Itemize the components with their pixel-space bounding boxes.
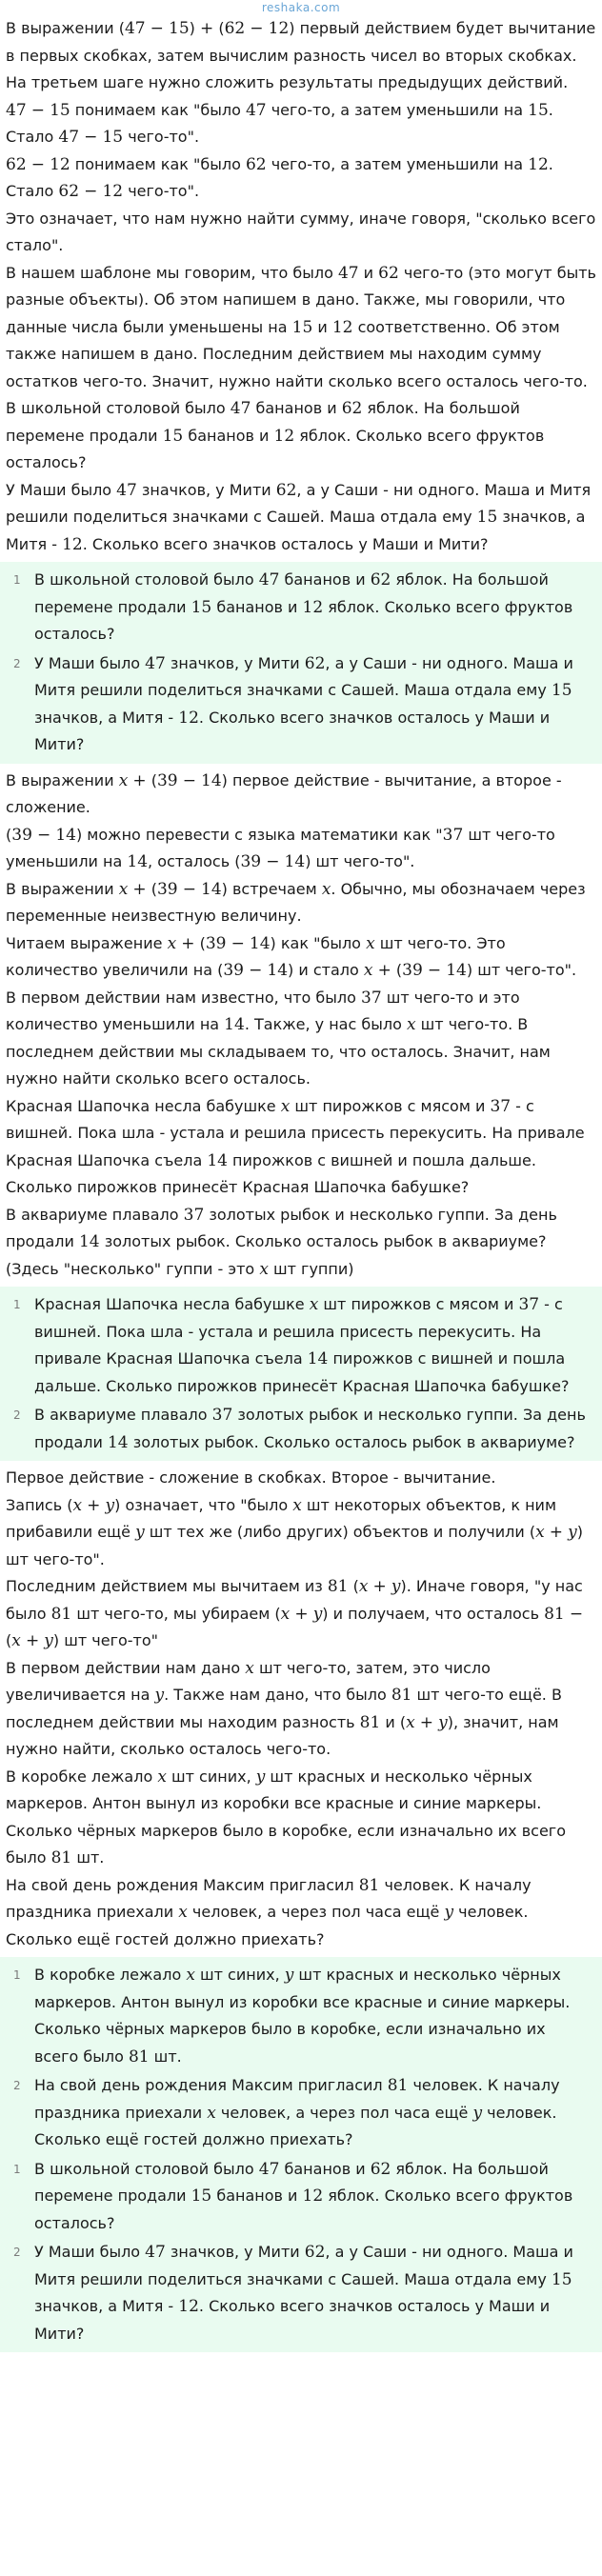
task-list-box [0,562,602,764]
explanation-paragraph: В первом действии нам дано x шт чего-то, затем, это число увеличивается на y. Также нам дано, что было 81 шт чего-то ещё. В последнем действии мы находим разность 81 и (x + y), значит, нам нужно найти, сколько осталось чего-то. [6,1658,562,1758]
explanation-paragraph: На свой день рождения Максим пригласил 81 человек. К началу праздника приехали x человек, а через пол часа ещё y человек. Сколько ещё гостей должно приехать? [6,1875,532,1948]
task-number: 2 [13,1408,21,1422]
task-text: В коробке лежало x шт синих, y шт красных и несколько чёрных маркеров. Антон вынул из коробки все красные и синие маркеры. Сколько чёрных маркеров было в коробке, если изначально их всего было 81 шт. [34,1966,571,2067]
explanation-paragraph: В аквариуме плавало 37 золотых рыбок и несколько гуппи. За день продали 14 золотых рыбок. Сколько осталось рыбок в аквариуме? (Здесь "несколько" гуппи - это x шт гуппи) [6,1205,557,1279]
task-text: Красная Шапочка несла бабушке x шт пирожков с мясом и 37 - с вишней. Пока шла - устала и решила присесть перекусить. На привале Красная Шапочка съела 14 пирожков с вишней и пошла дальше. Сколько пирожков принесёт Красная Шапочка бабушке? [34,1295,570,1395]
explanation-paragraph: В выражении (47 − 15) + (62 − 12) первый действием будет вычитание в первых скобках, затем вычислим разность чисел во вторых скобках. На третьем шаге нужно сложить результаты предыдущих действий. [6,19,596,91]
task-item [6,1401,591,1457]
task-number: 2 [13,656,21,670]
explanation-paragraph: В коробке лежало x шт синих, y шт красных и несколько чёрных маркеров. Антон вынул из коробки все красные и синие маркеры. Сколько чёрных маркеров было в коробке, если изначально их всего было 81 шт. [6,1767,566,1867]
explanation-paragraph: Последним действием мы вычитаем из 81 (x + y). Иначе говоря, "у нас было 81 шт чего-то, мы убираем (x + y) и получаем, что осталось 81 − (x + y) шт чего-то" [6,1577,584,1650]
task-item [6,566,591,649]
task-number: 1 [13,573,21,587]
task-text: У Маши было 47 значков, у Мити 62, а у Саши - ни одного. Маша и Митя решили поделиться значками с Сашей. Маша отдала ему 15 значков, а Митя - 12. Сколько всего значков осталось у Маши и Мити? [34,653,573,753]
explanation-paragraph: Первое действие - сложение в скобках. Второе - вычитание. [6,1468,496,1487]
task-list-box [0,1957,602,2352]
task-number: 2 [13,2246,21,2259]
explanation-paragraph: В школьной столовой было 47 бананов и 62 яблок. На большой перемене продали 15 бананов и 12 яблок. Сколько всего фруктов осталось? [6,399,545,471]
explanation-paragraph: У Маши было 47 значков, у Мити 62, а у Саши - ни одного. Маша и Митя решили поделиться значками с Сашей. Маша отдала ему 15 значков, а Митя - 12. Сколько всего значков осталось у Маши и Мити? [6,480,592,554]
explanation-paragraph: Это означает, что нам нужно найти сумму, иначе говоря, "сколько всего стало". [6,209,596,254]
explanation-paragraph: 47 − 15 понимаем как "было 47 чего-то, а затем уменьшили на 15. Стало 47 − 15 чего-то". [6,100,553,147]
explanation-paragraph: Читаем выражение x + (39 − 14) как "было x шт чего-то. Это количество увеличили на (39 − 14) и стало x + (39 − 14) шт чего-то". [6,933,577,980]
task-item [6,1961,591,2071]
task-text: В школьной столовой было 47 бананов и 62 яблок. На большой перемене продали 15 бананов и 12 яблок. Сколько всего фруктов осталось? [34,570,573,643]
task-item [6,2071,591,2155]
task-item [6,2238,591,2348]
task-number: 2 [13,2079,21,2092]
explanation-paragraph: Красная Шапочка несла бабушке x шт пирожков с мясом и 37 - с вишней. Пока шла - устала и решила присесть перекусить. На привале Красная Шапочка съела 14 пирожков с вишней и пошла дальше. Сколько пирожков принесёт Красная Шапочка бабушке? [6,1096,585,1196]
explanation-paragraph: (39 − 14) можно перевести с языка математики как "37 шт чего-то уменьшили на 14, осталось (39 − 14) шт чего-то". [6,825,555,871]
task-number: 1 [13,1968,21,1982]
explanation-paragraph: В первом действии нам известно, что было 37 шт чего-то и это количество уменьшили на 14. Также, у нас было x шт чего-то. В последнем действии мы складываем то, что осталось. Значит, нам нужно найти сколько всего осталось. [6,988,551,1088]
task-item [6,1290,591,1401]
explanation-paragraph: Запись (x + y) означает, что "было x шт некоторых объектов, к ним прибавили ещё y шт тех же (либо других) объектов и получили (x + y) шт чего-то". [6,1495,583,1568]
task-text: В школьной столовой было 47 бананов и 62 яблок. На большой перемене продали 15 бананов и 12 яблок. Сколько всего фруктов осталось? [34,2159,573,2232]
task-item [6,2155,591,2239]
explanation-paragraph: В выражении x + (39 − 14) встречаем x. Обычно, мы обозначаем через переменные неизвестную величину. [6,879,586,925]
task-text: У Маши было 47 значков, у Мити 62, а у Саши - ни одного. Маша и Митя решили поделиться значками с Сашей. Маша отдала ему 15 значков, а Митя - 12. Сколько всего значков осталось у Маши и Мити? [34,2243,573,2343]
task-text: В аквариуме плавало 37 золотых рыбок и несколько гуппи. За день продали 14 золотых рыбок. Сколько осталось рыбок в аквариуме? [34,1406,586,1452]
solution-content [6,15,596,2352]
explanation-paragraph: В выражении x + (39 − 14) первое действие - вычитание, а второе - сложение. [6,770,562,816]
task-number: 1 [13,2162,21,2176]
task-list-box [0,1287,602,1461]
task-number: 1 [13,1298,21,1311]
explanation-paragraph: 62 − 12 понимаем как "было 62 чего-то, а затем уменьшили на 12. Стало 62 − 12 чего-то". [6,154,553,201]
task-item [6,649,591,760]
task-text: На свой день рождения Максим пригласил 81 человек. К началу праздника приехали x человек, а через пол часа ещё y человек. Сколько ещё гостей должно приехать? [34,2076,560,2148]
explanation-paragraph: В нашем шаблоне мы говорим, что было 47 и 62 чего-то (это могут быть разные объекты). Об этом напишем в дано. Также, мы говорили, что данные числа были уменьшены на 15 и 12 соответственно. Об этом также напишем в дано. Последним действием мы находим сумму остатков чего-то. Значит, нужно найти сколько всего осталось чего-то. [6,263,596,390]
site-header[interactable]: reshaka.com [261,1,341,14]
